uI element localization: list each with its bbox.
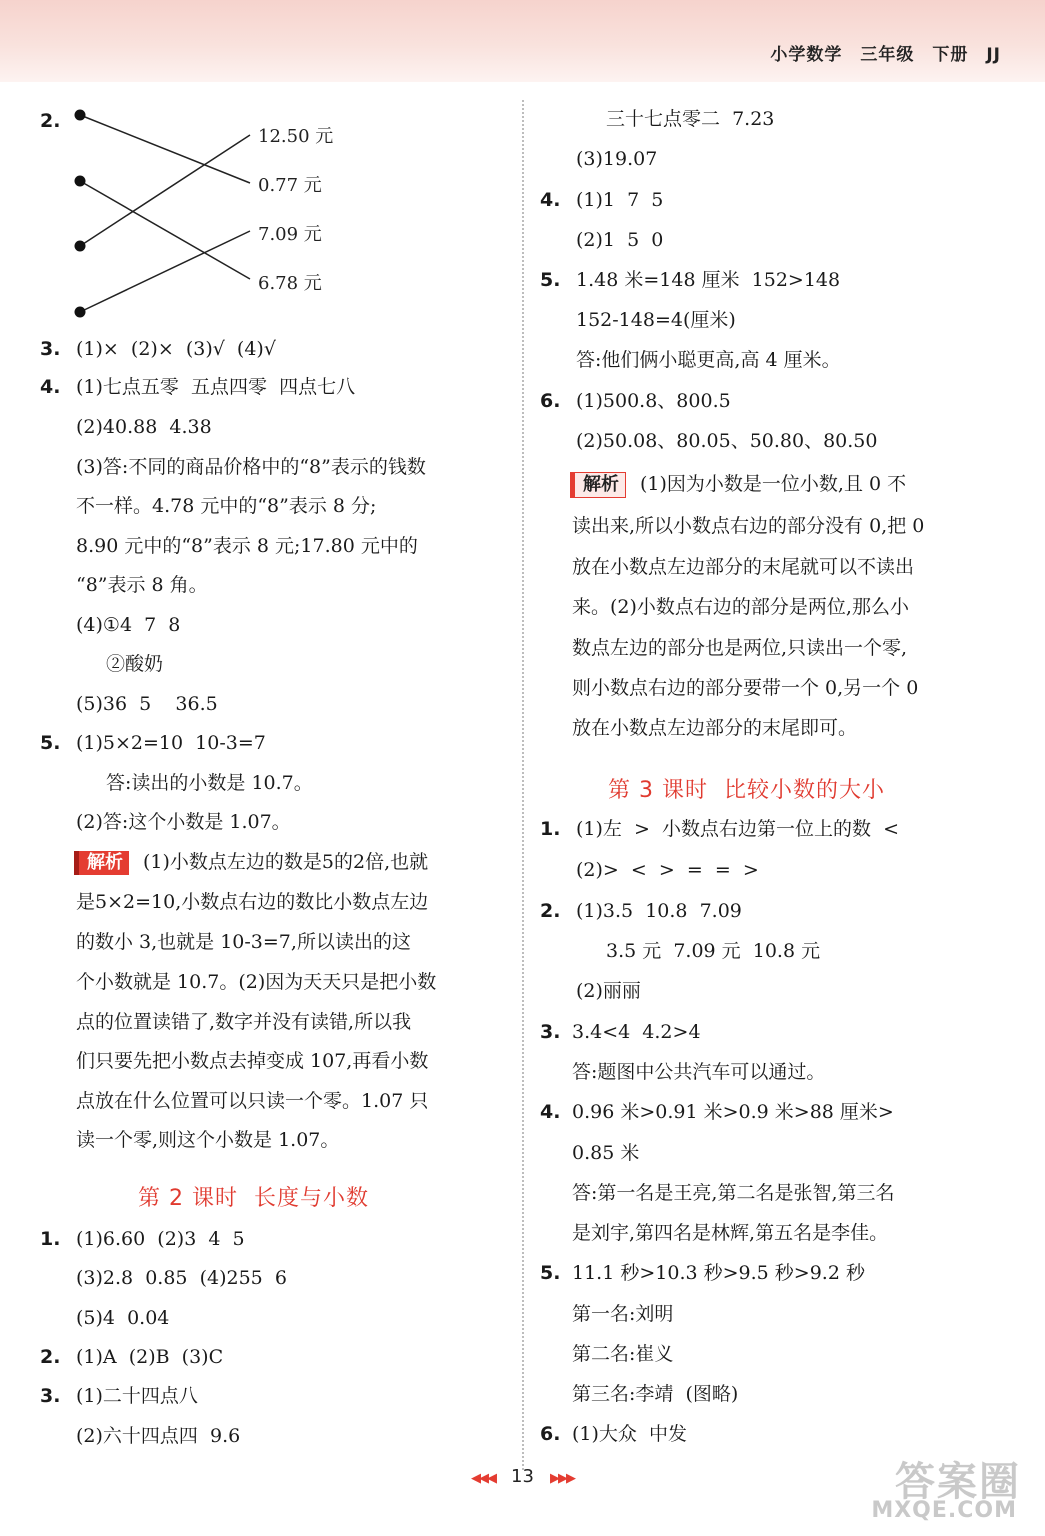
match-dot-2 xyxy=(75,176,86,187)
r-q5-line-2: 152-148=4(厘米) xyxy=(576,309,736,331)
q4-line-7: (4)①4 7 8 xyxy=(76,614,181,636)
matching-diagram xyxy=(40,98,508,328)
s3-q5-line-3: 第二名:崔义 xyxy=(572,1343,674,1365)
s3-q4-line-2: 0.85 米 xyxy=(572,1142,640,1164)
r-note-line-5: 数点左边的部分也是两位,只读出一个零, xyxy=(572,637,908,659)
s3-q2-line-2: 3.5 元 7.09 元 10.8 元 xyxy=(606,940,821,962)
book-title xyxy=(752,40,1001,65)
s3-q5-number: 5. xyxy=(540,1262,561,1284)
note-analysis-left xyxy=(74,849,428,875)
watermark-logo-text: 答案圈 xyxy=(895,1459,1021,1505)
s3-q3-number: 3. xyxy=(540,1021,561,1043)
watermark xyxy=(851,1450,1031,1530)
column-divider xyxy=(522,100,524,1470)
r-q5-line-3: 答:他们俩小聪更高,高 4 厘米。 xyxy=(576,349,841,371)
q4-line-2: (2)40.88 4.38 xyxy=(76,416,212,438)
q4-line-3: (3)答:不同的商品价格中的“8”表示的钱数 xyxy=(76,456,426,478)
s2-q3-line-1: (1)二十四点八 xyxy=(76,1385,198,1407)
q5-number: 5. xyxy=(40,732,61,754)
s3-q4-line-4: 是刘宇,第四名是林辉,第五名是李佳。 xyxy=(572,1222,889,1244)
section-title-lesson-3: 第 3 课时 比较小数的大小 xyxy=(608,778,885,803)
q4-line-4: 不一样。4.78 元中的“8”表示 8 分; xyxy=(76,495,377,517)
r-note-line-2: 读出来,所以小数点右边的部分没有 0,把 0 xyxy=(572,515,925,537)
q4-line-1: (1)七点五零 五点四零 四点七八 xyxy=(76,376,356,398)
match-dot-4 xyxy=(75,307,86,318)
r-q5-number: 5. xyxy=(540,269,561,291)
s2-q2-number: 2. xyxy=(40,1346,61,1368)
r-q4-line-1: (1)1 7 5 xyxy=(576,189,664,211)
q2-number: 2. xyxy=(40,110,61,132)
match-line-4 xyxy=(80,231,250,312)
s3-q4-line-1: 0.96 米>0.91 米>0.9 米>88 厘米> xyxy=(572,1101,894,1123)
s3-q5-line-4: 第三名:李靖 (图略) xyxy=(572,1383,739,1405)
match-dot-3 xyxy=(75,241,86,252)
match-label-1: 12.50 元 xyxy=(258,126,334,147)
s3-q1-number: 1. xyxy=(540,818,561,840)
r-note-line-1: (1)因为小数是一位小数,且 0 不 xyxy=(640,473,907,495)
note-line-7: 点放在什么位置可以只读一个零。1.07 只 xyxy=(76,1090,429,1112)
r-q6-line-2: (2)50.08、80.05、50.80、80.50 xyxy=(576,430,878,452)
s3-q5-line-2: 第一名:刘明 xyxy=(572,1303,674,1325)
r-note-line-4: 来。(2)小数点右边的部分是两位,那么小 xyxy=(572,596,909,618)
note-line-4: 个小数就是 10.7。(2)因为天天只是把小数 xyxy=(76,971,437,993)
s3-q2-number: 2. xyxy=(540,900,561,922)
note-line-2: 是5×2=10,小数点右边的数比小数点左边 xyxy=(76,891,429,913)
s3-q2-line-1: (1)3.5 10.8 7.09 xyxy=(576,900,742,922)
note-line-8: 读一个零,则这个小数是 1.07。 xyxy=(76,1129,340,1151)
grade-label: 三年级 xyxy=(860,45,915,65)
s3-q3-line-2: 答:题图中公共汽车可以通过。 xyxy=(572,1061,826,1083)
note-line-5: 点的位置读错了,数字并没有读错,所以我 xyxy=(76,1011,412,1033)
s3-q4-number: 4. xyxy=(540,1101,561,1123)
s3-q1-line-1: (1)左 > 小数点右边第一位上的数 < xyxy=(576,818,899,840)
q4-line-6: “8”表示 8 角。 xyxy=(76,574,208,596)
r-q6-line-1: (1)500.8、800.5 xyxy=(576,390,731,412)
match-line-1 xyxy=(80,115,250,183)
q4-line-8: ②酸奶 xyxy=(106,653,164,675)
footer-arrows-left: ◀◀◀ xyxy=(471,1471,496,1486)
r-note-line-3: 放在小数点左边部分的末尾就可以不读出 xyxy=(572,556,915,578)
s3-q2-line-3: (2)丽丽 xyxy=(576,980,641,1002)
q3-answer: (1)× (2)× (3)√ (4)√ xyxy=(76,338,276,360)
q5-line-2: 答:读出的小数是 10.7。 xyxy=(106,772,313,794)
r-q6-number: 6. xyxy=(540,390,561,412)
note-line-6: 们只要先把小数点去掉变成 107,再看小数 xyxy=(76,1050,429,1072)
match-dot-1 xyxy=(75,110,86,121)
footer-arrows-right: ▶▶▶ xyxy=(549,1471,574,1486)
s3-q1-line-2: (2)> < > = = > xyxy=(576,859,759,881)
s2-q1-line-3: (5)4 0.04 xyxy=(76,1307,170,1329)
s2-q3-number: 3. xyxy=(40,1385,61,1407)
s2-q2-answer: (1)A (2)B (3)C xyxy=(76,1346,224,1368)
q5-line-3: (2)答:这个小数是 1.07。 xyxy=(76,811,291,833)
s3-q6-answer: (1)大众 中发 xyxy=(572,1423,687,1445)
s3-q3-line-1: 3.4<4 4.2>4 xyxy=(572,1021,701,1043)
r-top-line-2: (3)19.07 xyxy=(576,148,658,170)
s2-q1-line-1: (1)6.60 (2)3 4 5 xyxy=(76,1228,245,1250)
note-line-3: 的数小 3,也就是 10-3=7,所以读出的这 xyxy=(76,931,411,953)
q4-line-5: 8.90 元中的“8”表示 8 元;17.80 元中的 xyxy=(76,535,418,557)
r-q4-number: 4. xyxy=(540,189,561,211)
section-title-lesson-2: 第 2 课时 长度与小数 xyxy=(138,1186,369,1211)
q4-number: 4. xyxy=(40,376,61,398)
note-line-1: (1)小数点左边的数是5的2倍,也就 xyxy=(143,851,429,873)
match-label-2: 0.77 元 xyxy=(258,175,322,196)
note-analysis-right xyxy=(570,471,906,498)
match-label-3: 7.09 元 xyxy=(258,224,322,245)
s2-q3-line-2: (2)六十四点四 9.6 xyxy=(76,1425,241,1447)
r-note-line-6: 则小数点右边的部分要带一个 0,另一个 0 xyxy=(572,677,919,699)
subject-label: 小学数学 xyxy=(770,45,843,65)
page-number: 13 xyxy=(511,1466,534,1487)
edition-label: JJ xyxy=(986,45,1001,65)
r-top-line-1: 三十七点零二 7.23 xyxy=(606,108,775,130)
q3-number: 3. xyxy=(40,338,61,360)
r-q5-line-1: 1.48 米=148 厘米 152>148 xyxy=(576,269,841,291)
q4-line-9: (5)36 5 36.5 xyxy=(76,693,218,715)
s3-q4-line-3: 答:第一名是王亮,第二名是张智,第三名 xyxy=(572,1182,895,1204)
note-label: 解析 xyxy=(570,472,626,498)
match-label-4: 6.78 元 xyxy=(258,273,322,294)
s3-q6-number: 6. xyxy=(540,1423,561,1445)
volume-label: 下册 xyxy=(932,45,969,65)
watermark-site: MXQE.COM xyxy=(871,1498,1017,1523)
s2-q1-number: 1. xyxy=(40,1228,61,1250)
r-q4-line-2: (2)1 5 0 xyxy=(576,229,664,251)
note-label: 解析 xyxy=(74,851,129,875)
q5-line-1: (1)5×2=10 10-3=7 xyxy=(76,732,266,754)
r-note-line-7: 放在小数点左边部分的末尾即可。 xyxy=(572,717,858,739)
s3-q5-line-1: 11.1 秒>10.3 秒>9.5 秒>9.2 秒 xyxy=(572,1262,865,1284)
s2-q1-line-2: (3)2.8 0.85 (4)255 6 xyxy=(76,1267,287,1289)
